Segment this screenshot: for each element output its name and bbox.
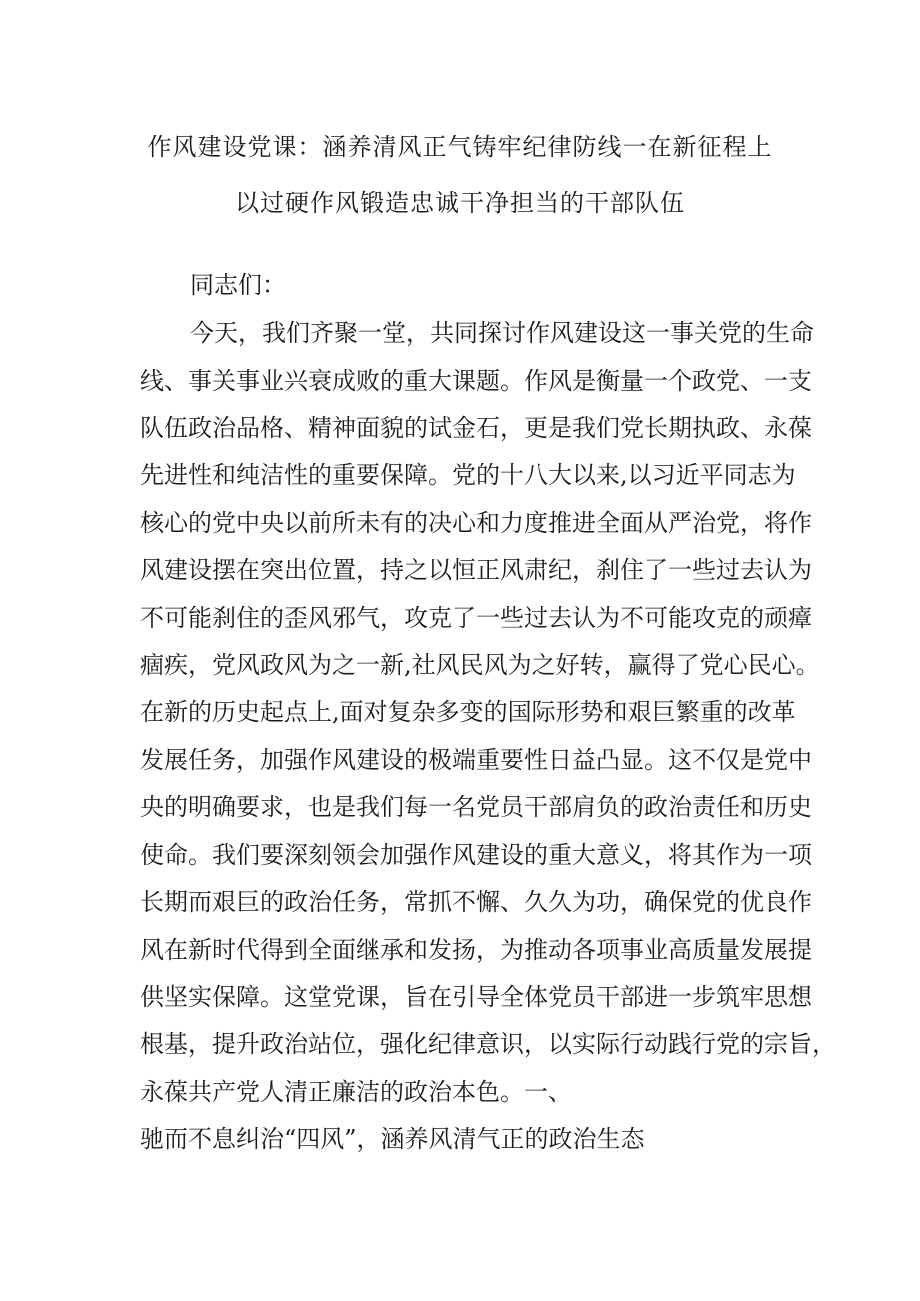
paragraph-line: 核心的党中央以前所未有的决心和力度推进全面从严治党，将作 [140,509,812,537]
salutation: 同志们： [190,271,286,299]
paragraph-line: 风建设摆在突出位置，持之以恒正风肃纪，刹住了一些过去认为 [140,556,812,584]
document-title-line-1: 作风建设党课：涵养清风正气铸牢纪律防线一在新征程上 [147,133,773,161]
paragraph-line: 使命。我们要深刻领会加强作风建设的重大意义，将其作为一项 [140,841,812,869]
paragraph-line: 风在新时代得到全面继承和发扬，为推动各项事业高质量发展提 [140,936,812,964]
paragraph-line: 不可能刹住的歪风邪气，攻克了一些过去认为不可能攻克的顽瘴 [140,604,812,632]
paragraph-line: 先进性和纯洁性的重要保障。党的十八大以来,以习近平同志为 [140,461,796,489]
paragraph-line: 痼疾，党风政风为之一新,社风民风为之好转，赢得了党心民心。 [140,651,820,679]
paragraph-line: 队伍政治品格、精神面貌的试金石，更是我们党长期执政、永葆 [140,414,812,442]
paragraph-line: 长期而艰巨的政治任务，常抓不懈、久久为功，确保党的优良作 [140,888,812,916]
paragraph-line: 今天，我们齐聚一堂，共同探讨作风建设这一事关党的生命 [190,319,814,347]
document-title-line-2: 以过硬作风锻造忠诚干净担当的干部队伍 [235,189,685,217]
paragraph-line: 发展任务，加强作风建设的极端重要性日益凸显。这不仅是党中 [140,746,812,774]
paragraph-line: 根基，提升政治站位，强化纪律意识，以实际行动践行党的宗旨， [140,1030,836,1058]
paragraph-line: 央的明确要求，也是我们每一名党员干部肩负的政治责任和历史 [140,793,812,821]
paragraph-line: 供坚实保障。这堂党课，旨在引导全体党员干部进一步筑牢思想 [140,983,812,1011]
section-heading: 驰而不息纠治“四风”，涵养风清气正的政治生态 [140,1125,645,1153]
paragraph-line: 永葆共产党人清正廉洁的政治本色。一、 [140,1078,572,1106]
paragraph-line: 在新的历史起点上,面对复杂多变的国际形势和艰巨繁重的改革 [140,698,796,726]
paragraph-line: 线、事关事业兴衰成败的重大课题。作风是衡量一个政党、一支 [140,367,812,395]
